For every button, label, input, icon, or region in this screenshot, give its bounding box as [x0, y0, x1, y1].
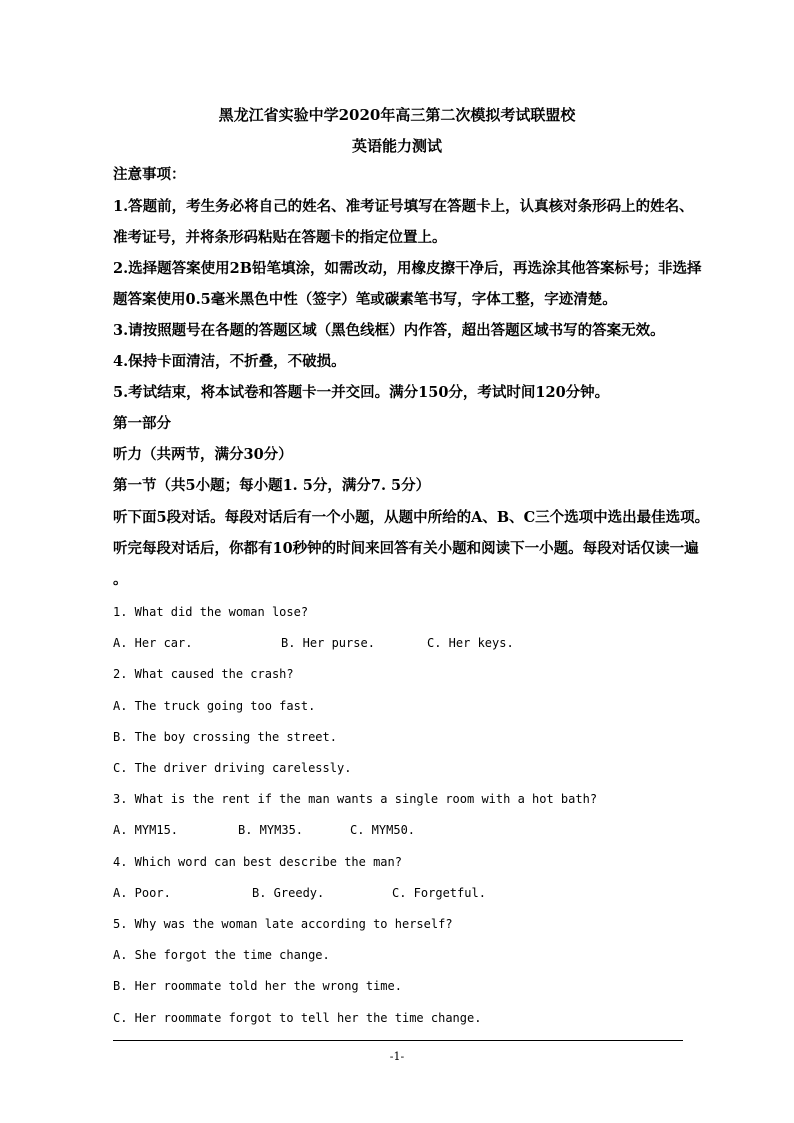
question-3: 3. What is the rent if the man wants a single room with a hot bath? [113, 792, 598, 806]
footer-divider [113, 1040, 683, 1041]
question-3-option-c: C. MYM50. [350, 823, 416, 837]
question-4-option-b: B. Greedy. [252, 886, 325, 900]
question-1: 1. What did the woman lose? [113, 605, 309, 619]
part-heading: 第一部分 [113, 415, 171, 432]
page-number: -1- [389, 1050, 405, 1063]
note-1-line-1: 1.答题前，考生务必将自己的姓名、准考证号填写在答题卡上，认真核对条形码上的姓名、 [113, 198, 694, 215]
question-2-option-c: C. The driver driving carelessly. [113, 761, 352, 775]
instruction-line-2: 听完每段对话后，你都有10秒钟的时间来回答有关小题和阅读下一小题。每段对话仅读一遍 [113, 540, 699, 557]
question-1-option-b: B. Her purse. [281, 636, 375, 650]
question-2-option-a: A. The truck going too fast. [113, 699, 316, 713]
notes-heading: 注意事项： [113, 166, 186, 183]
question-5-option-c: C. Her roommate forgot to tell her the time change. [113, 1011, 482, 1025]
question-4: 4. Which word can best describe the man? [113, 855, 402, 869]
question-5-option-b: B. Her roommate told her the wrong time. [113, 979, 402, 993]
instruction-line-3: 。 [113, 571, 128, 588]
instruction-line-1: 听下面5段对话。每段对话后有一个小题，从题中所给的A、B、C三个选项中选出最佳选项。 [113, 509, 710, 526]
note-2-line-1: 2.选择题答案使用2B铅笔填涂，如需改动，用橡皮擦干净后，再选涂其他答案标号；非选择 [113, 260, 702, 277]
note-1-line-2: 准考证号，并将条形码粘贴在答题卡的指定位置上。 [113, 229, 447, 246]
page-title: 黑龙江省实验中学2020年高三第二次模拟考试联盟校 [218, 106, 576, 124]
question-3-option-b: B. MYM35. [238, 823, 304, 837]
question-4-option-a: A. Poor. [113, 886, 171, 900]
question-2-option-b: B. The boy crossing the street. [113, 730, 337, 744]
question-2: 2. What caused the crash? [113, 667, 294, 681]
question-3-option-a: A. MYM15. [113, 823, 179, 837]
question-1-option-a: A. Her car. [113, 636, 193, 650]
question-1-option-c: C. Her keys. [427, 636, 514, 650]
page-subtitle: 英语能力测试 [351, 137, 442, 155]
note-3: 3.请按照题号在各题的答题区域（黑色线框）内作答，超出答题区域书写的答案无效。 [113, 322, 665, 339]
section-1-heading: 第一节（共5小题；每小题1. 5分，满分7. 5分） [113, 477, 431, 494]
listening-heading: 听力（共两节，满分30分） [113, 446, 293, 463]
question-4-option-c: C. Forgetful. [392, 886, 486, 900]
question-5: 5. Why was the woman late according to herself? [113, 917, 453, 931]
note-2-line-2: 题答案使用0.5毫米黑色中性（签字）笔或碳素笔书写，字体工整，字迹清楚。 [113, 291, 617, 308]
note-4: 4.保持卡面清洁，不折叠，不破损。 [113, 353, 346, 370]
note-5: 5.考试结束，将本试卷和答题卡一并交回。满分150分，考试时间120分钟。 [113, 384, 610, 401]
question-5-option-a: A. She forgot the time change. [113, 948, 330, 962]
